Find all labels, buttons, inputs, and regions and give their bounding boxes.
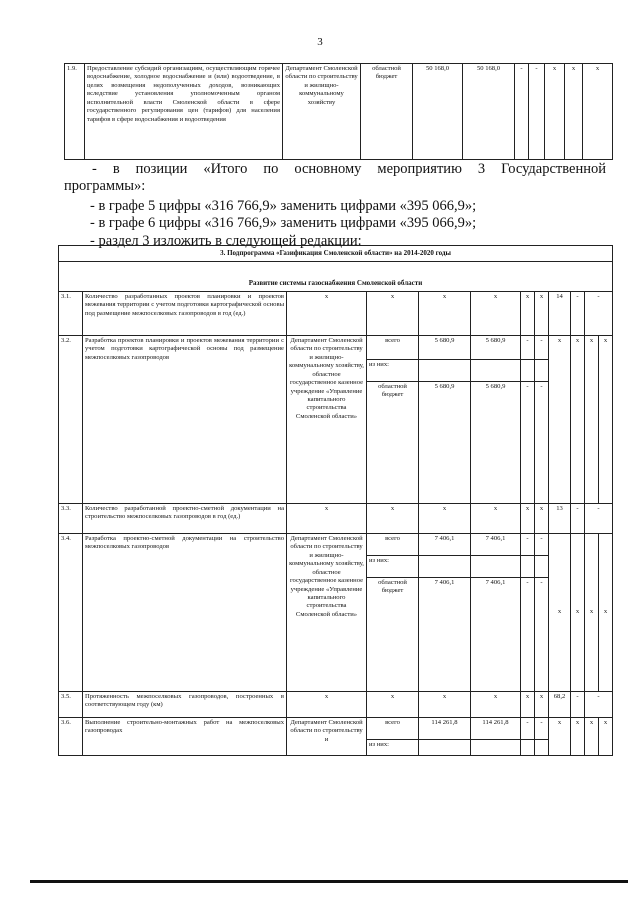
table-row: 3.4. Разработка проектно-сметной документации на строительство межпоселковых газопроводов Департамент Смоленской области по строительству и жилищно-коммунальному хозяйству, областное государственное казенное учреждение «Управление капитального строительства Смоленской области» всего 7 406,1 7 406,1 - - х х х х xyxy=(59,533,613,555)
table-row: 3.5. Протяженность межпоселковых газопроводов, построенных в соответствующем году (км) х х х х х х 68,2 - - xyxy=(59,691,613,717)
row-2014: 50 168,0 xyxy=(463,64,515,160)
row-total: 50 168,0 xyxy=(413,64,463,160)
instruction-line: - в позиции «Итого по основному мероприятию 3 Государственной xyxy=(92,161,606,177)
instruction-line: - в графе 5 цифры «316 766,9» заменить цифрами «395 066,9»; xyxy=(90,198,477,214)
page-number: 3 xyxy=(317,36,323,48)
instruction-line: программы»: xyxy=(64,178,146,194)
section-table: 3. Подпрограмма «Газификация Смоленской области» на 2014-2020 годы Развитие системы газоснабжения Смоленской области 3.1. Количество разработанных проектов планировки и проектов межевания территории с учетом подготовки картографической основы под размещение межпоселковых газопроводов в год (ед.) х х х х х х 14 - - 3.2. Разработка проектов планировки и проектов межевания территории с учетом подготовки картографической основы под размещение межпоселковых газопроводов Департамент Смоленской области по строительству и жилищно-коммунальному хозяйству, областное государственное казенное учреждение «Управление капитального строительства Смоленской области» всего 5 680,9 5 680,9 - - х х х х из них: областной бюджет 5 680,9 5 680,9 - - 3.3. Количество разработанной проектно-сметной документации на строительство межпоселковых газопроводов в год (ед.) х х х х х х 13 - - 3.4. Разработка проектно-сметной документации на строительство межпоселковых газопроводов Департамент Смоленской области по строительству и жилищно-коммунальному хозяйству, областное государственное казенное учреждение «Управление капитального строительства Смоленской области» всего 7 406,1 7 406,1 - - х х х х из них: областной бюджет 7 406,1 7 406,1 - - 3.5. Протяженность межпоселковых газопроводов, построенных в соответствующем году (км) х х х х х х 68,2 - - 3.6. Выполнение строительно-монтажных работ на межпоселковых газопроводах Департамент Смоленской области по строительству и всего 114 261,8 114 261,8 - - х х х х из них: xyxy=(58,245,613,756)
table-row: 3.6. Выполнение строительно-монтажных работ на межпоселковых газопроводах Департамент Смоленской области по строительству и всего 114 261,8 114 261,8 - - х х х х xyxy=(59,717,613,739)
table-row: 1.9. Предоставление субсидий организациям, осуществляющим горячее водоснабжение, холодное водоснабжение и (или) водоотведение, в целях возмещения недополученных доходов, возникающих вследствие установления уполномоченным органом исполнительной власти Смоленской области в сфере государственного регулирования цен (тарифов) для населения тарифов в сфере водоснабжения и водоотведения Департамент Смоленской области по строительству и жилищно-коммунальному хозяйству областной бюджет 50 168,0 50 168,0 - - х х х xyxy=(65,64,613,160)
table-row: 3.1. Количество разработанных проектов планировки и проектов межевания территории с учетом подготовки картографической основы под размещение межпоселковых газопроводов в год (ед.) х х х х х х 14 - - xyxy=(59,291,613,335)
row-source: областной бюджет xyxy=(361,64,413,160)
section-title: 3. Подпрограмма «Газификация Смоленской области» на 2014-2020 годы xyxy=(59,246,613,262)
instruction-line: - в графе 6 цифры «316 766,9» заменить цифрами «395 066,9»; xyxy=(90,215,477,231)
page-bottom-rule xyxy=(30,880,628,883)
instruction-line: - раздел 3 изложить в следующей редакции: xyxy=(90,233,362,249)
table-row: 3.2. Разработка проектов планировки и проектов межевания территории с учетом подготовки картографической основы под размещение межпоселковых газопроводов Департамент Смоленской области по строительству и жилищно-коммунальному хозяйству, областное государственное казенное учреждение «Управление капитального строительства Смоленской области» всего 5 680,9 5 680,9 - - х х х х xyxy=(59,335,613,359)
top-table xyxy=(64,63,613,160)
section-subtitle-row xyxy=(59,261,613,291)
row-executor: Департамент Смоленской области по строительству и жилищно-коммунальному хозяйству xyxy=(283,64,361,160)
section-title-row xyxy=(59,246,613,262)
row-number: 1.9. xyxy=(65,64,85,160)
row-name: Предоставление субсидий организациям, осуществляющим горячее водоснабжение, холодное водоснабжение и (или) водоотведение, в целях возмещения недополученных доходов, возникающих вследствие установления уполномоченным органом исполнительной власти Смоленской области в сфере государственного регулирования цен (тарифов) для населения тарифов в сфере водоснабжения и водоотведения xyxy=(85,64,283,160)
table-row: 3.3. Количество разработанной проектно-сметной документации на строительство межпоселковых газопроводов в год (ед.) х х х х х х 13 - - xyxy=(59,503,613,533)
section-subtitle: Развитие системы газоснабжения Смоленской области xyxy=(59,261,613,291)
